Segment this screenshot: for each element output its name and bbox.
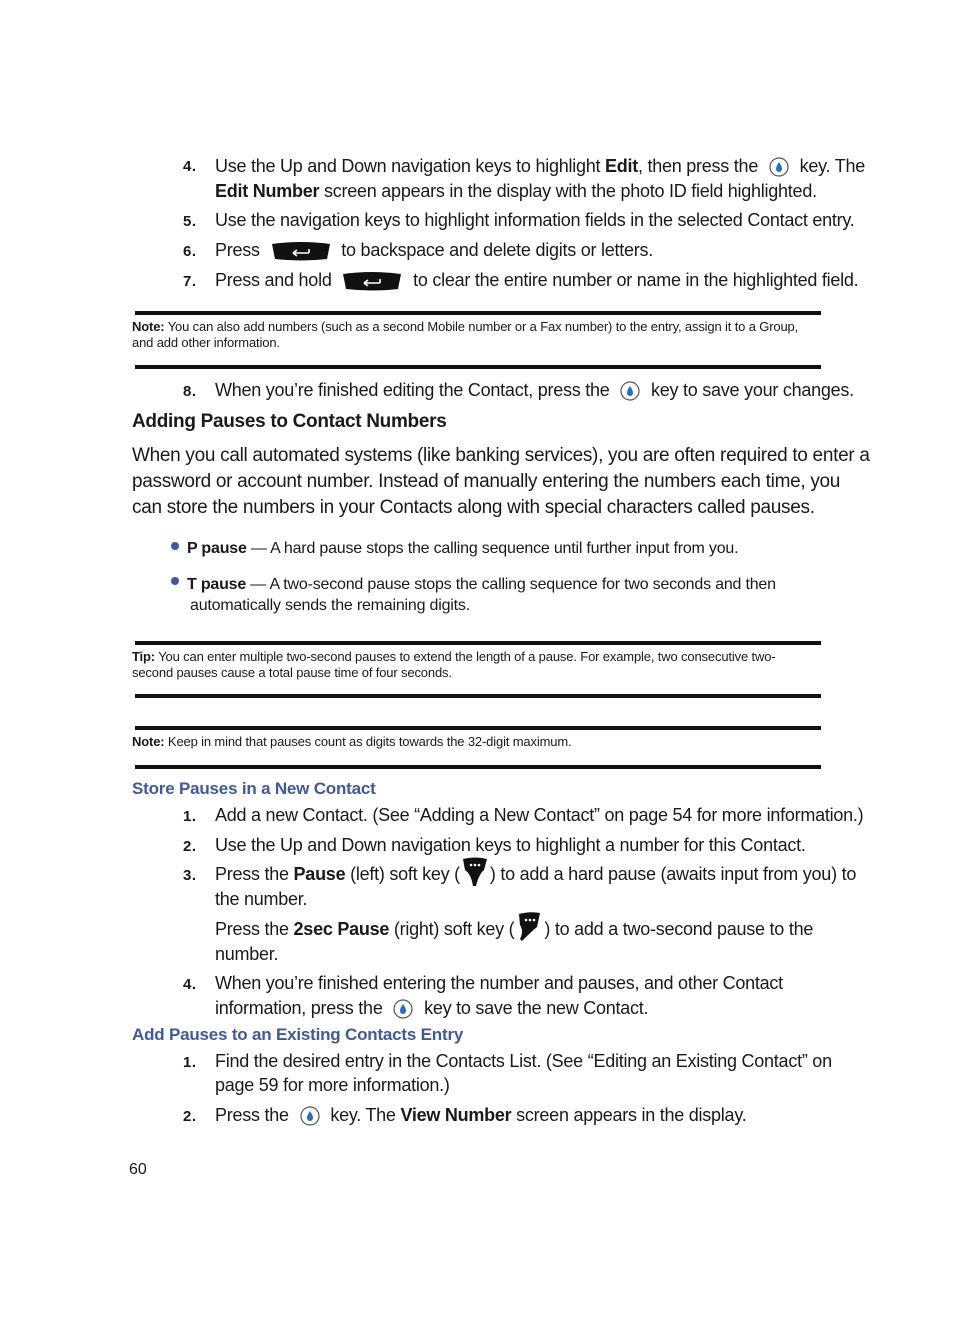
step-text: Use the Up and Down navigation keys to highlight a number for this Contact.	[215, 835, 806, 855]
bullet-icon	[171, 577, 179, 585]
tip-box: Tip: You can enter multiple two-second pauses to extend the length of a pause. For example, two consecutive two- second pauses cause a total pause time of four seconds.	[132, 649, 776, 680]
step-number: 1.	[183, 808, 197, 825]
step-number: 5.	[183, 213, 197, 230]
note-label: Note:	[132, 319, 165, 334]
bullet-item: P pause — A hard pause stops the calling sequence until further input from you.	[187, 540, 739, 557]
step-number: 3.	[183, 867, 197, 884]
step-text: Press to backspace and delete digits or letters.	[215, 240, 653, 260]
step-text-cont: the number.	[215, 889, 308, 909]
clear-key-icon	[342, 271, 402, 291]
note-box: Note: You can also add numbers (such as a second Mobile number or a Fax number) to the entry, assign it to a Group, and add other information.	[132, 319, 799, 350]
note-rule-top	[135, 311, 821, 315]
step-text-cont: number.	[215, 944, 279, 964]
subsection-heading: Store Pauses in a New Contact	[132, 779, 376, 798]
bullet-item-cont: automatically sends the remaining digits.	[190, 597, 470, 614]
note-rule-top	[135, 726, 821, 730]
tip-rule-top	[135, 641, 821, 645]
ok-key-icon	[300, 1106, 320, 1126]
step-text: Press the Pause (left) soft key ( ) to add a hard pause (awaits input from you) to	[215, 862, 856, 888]
bullet-icon	[171, 542, 179, 550]
step-text: Add a new Contact. (See “Adding a New Contact” on page 54 for more information.)	[215, 805, 864, 825]
paragraph-line: can store the numbers in your Contacts along with special characters called pauses.	[132, 497, 815, 518]
step-text: Use the navigation keys to highlight information fields in the selected Contact entry.	[215, 210, 855, 230]
paragraph-line: password or account number. Instead of manually entering the numbers each time, you	[132, 471, 841, 492]
note-label: Note:	[132, 734, 165, 749]
step-text: Find the desired entry in the Contacts List. (See “Editing an Existing Contact” on	[215, 1051, 832, 1071]
ok-key-icon	[393, 999, 413, 1019]
step-text: Press the key. The View Number screen appears in the display.	[215, 1105, 747, 1125]
tip-label: Tip:	[132, 649, 155, 664]
step-text-cont: Edit Number screen appears in the display with the photo ID field highlighted.	[215, 181, 817, 201]
note-rule-bottom	[135, 765, 821, 769]
note-rule-bottom	[135, 365, 821, 369]
step-number: 1.	[183, 1054, 197, 1071]
step-number: 4.	[183, 976, 197, 993]
step-text-cont: page 59 for more information.)	[215, 1075, 450, 1095]
step-text: Use the Up and Down navigation keys to highlight Edit, then press the key. The	[215, 156, 865, 176]
ok-key-icon	[620, 381, 640, 401]
step-number: 2.	[183, 838, 197, 855]
step-number: 8.	[183, 383, 197, 400]
tip-rule-bottom	[135, 694, 821, 698]
step-number: 6.	[183, 243, 197, 260]
step-text: When you’re finished editing the Contact, press the key to save your changes.	[215, 380, 854, 400]
right-soft-key-icon	[516, 911, 542, 943]
note-box: Note: Keep in mind that pauses count as digits towards the 32-digit maximum.	[132, 734, 572, 749]
step-text: When you’re finished entering the number and pauses, and other Contact	[215, 973, 783, 993]
subsection-heading: Add Pauses to an Existing Contacts Entry	[132, 1025, 464, 1044]
left-soft-key-icon	[462, 856, 488, 888]
step-number: 2.	[183, 1108, 197, 1125]
ok-key-icon	[769, 157, 789, 177]
step-number: 7.	[183, 273, 197, 290]
clear-key-icon	[271, 241, 331, 261]
step-number: 4.	[183, 158, 197, 175]
page-number: 60	[129, 1161, 147, 1178]
step-text: Press the 2sec Pause (right) soft key ( ) to add a two-second pause to the	[215, 917, 813, 943]
step-text-cont: information, press the key to save the new Contact.	[215, 998, 649, 1018]
bullet-item: T pause — A two-second pause stops the calling sequence for two seconds and then	[187, 576, 776, 593]
paragraph-line: When you call automated systems (like banking services), you are often required to enter a	[132, 445, 870, 466]
step-text: Press and hold to clear the entire number or name in the highlighted field.	[215, 270, 859, 290]
section-heading: Adding Pauses to Contact Numbers	[132, 411, 447, 432]
